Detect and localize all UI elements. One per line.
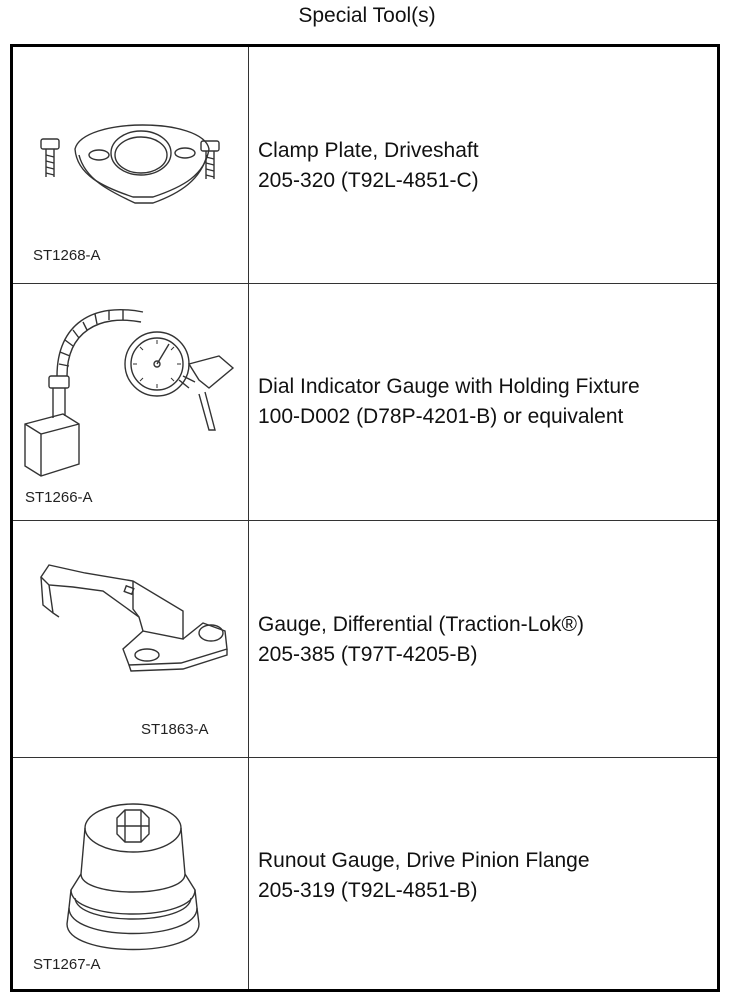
tool-name: Clamp Plate, Driveshaft (258, 139, 479, 162)
differential-gauge-illustration (13, 521, 248, 758)
tool-name: Dial Indicator Gauge with Holding Fixture (258, 375, 640, 398)
tool-image-cell (13, 758, 249, 989)
tool-illustration-code: ST1267-A (33, 956, 101, 973)
tool-number: 205-319 (T92L-4851-B) (258, 879, 478, 902)
tool-description-cell (249, 47, 717, 283)
dial-indicator-illustration (13, 284, 248, 520)
tool-illustration-code: ST1863-A (141, 721, 209, 738)
table-row (13, 757, 717, 989)
tool-image-cell (13, 521, 249, 757)
tool-name: Gauge, Differential (Traction-Lok®) (258, 613, 584, 636)
tool-description-cell (249, 521, 717, 757)
tool-image-cell (13, 47, 249, 283)
table-row (13, 283, 717, 520)
page-title: Special Tool(s) (298, 4, 436, 27)
tool-illustration-code: ST1266-A (25, 489, 93, 506)
tool-number: 205-320 (T92L-4851-C) (258, 169, 479, 192)
tool-number: 100-D002 (D78P-4201-B) or equivalent (258, 405, 624, 428)
tool-number: 205-385 (T97T-4205-B) (258, 643, 478, 666)
tool-illustration-code: ST1268-A (33, 247, 101, 264)
table-row (13, 47, 717, 283)
special-tools-table (10, 44, 720, 992)
tool-image-cell (13, 284, 249, 520)
tool-description-cell (249, 284, 717, 520)
tool-description-cell (249, 758, 717, 989)
tool-name: Runout Gauge, Drive Pinion Flange (258, 849, 590, 872)
table-row (13, 520, 717, 757)
